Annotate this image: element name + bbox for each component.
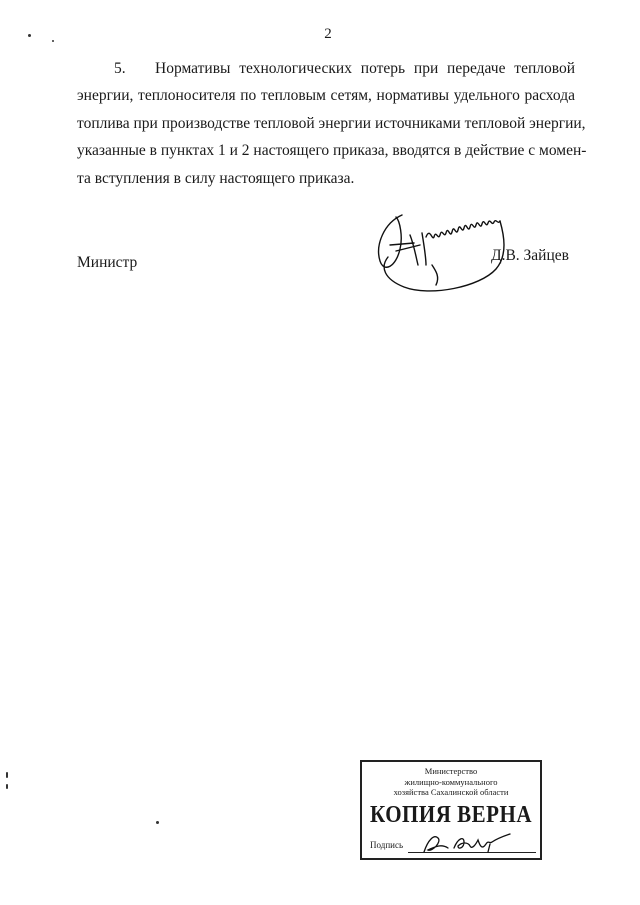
signatory-name: Д.В. Зайцев xyxy=(491,247,569,264)
stamp-org-line: хозяйства Сахалинской области xyxy=(393,787,509,797)
scan-speck xyxy=(28,34,31,37)
scan-speck xyxy=(6,772,8,778)
copy-certified-stamp xyxy=(360,760,542,860)
stamp-signature-label: Подпись xyxy=(370,840,404,850)
stamp-org-line: жилищно-коммунального xyxy=(404,776,498,787)
stamp-org-line: Министерство xyxy=(424,766,478,776)
stamp-organization xyxy=(362,766,540,798)
paragraph-line-2: энергии, теплоносителя по тепловым сетям, нормативы удельного расхода xyxy=(77,87,575,105)
paragraph-text: Нормативы технологических потерь при передаче тепловой xyxy=(155,60,575,77)
paragraph-5 xyxy=(77,55,587,192)
paragraph-line-5: та вступления в силу настоящего приказа. xyxy=(77,169,355,187)
paragraph-number: 5. xyxy=(114,60,126,77)
stamp-title: КОПИЯ ВЕРНА xyxy=(370,800,532,828)
scan-speck xyxy=(52,40,54,42)
paragraph-line-1 xyxy=(77,55,575,82)
scan-speck xyxy=(6,784,8,789)
paragraph-line-3: топлива при производстве тепловой энергии источниками тепловой энергии, xyxy=(77,114,586,132)
scan-speck xyxy=(156,821,159,824)
stamp-signature xyxy=(418,830,518,858)
paragraph-line-4: указанные в пунктах 1 и 2 настоящего приказа, вводятся в действие с момен- xyxy=(77,142,587,160)
page-number: 2 xyxy=(324,26,332,42)
signatory-role: Министр xyxy=(77,254,138,271)
